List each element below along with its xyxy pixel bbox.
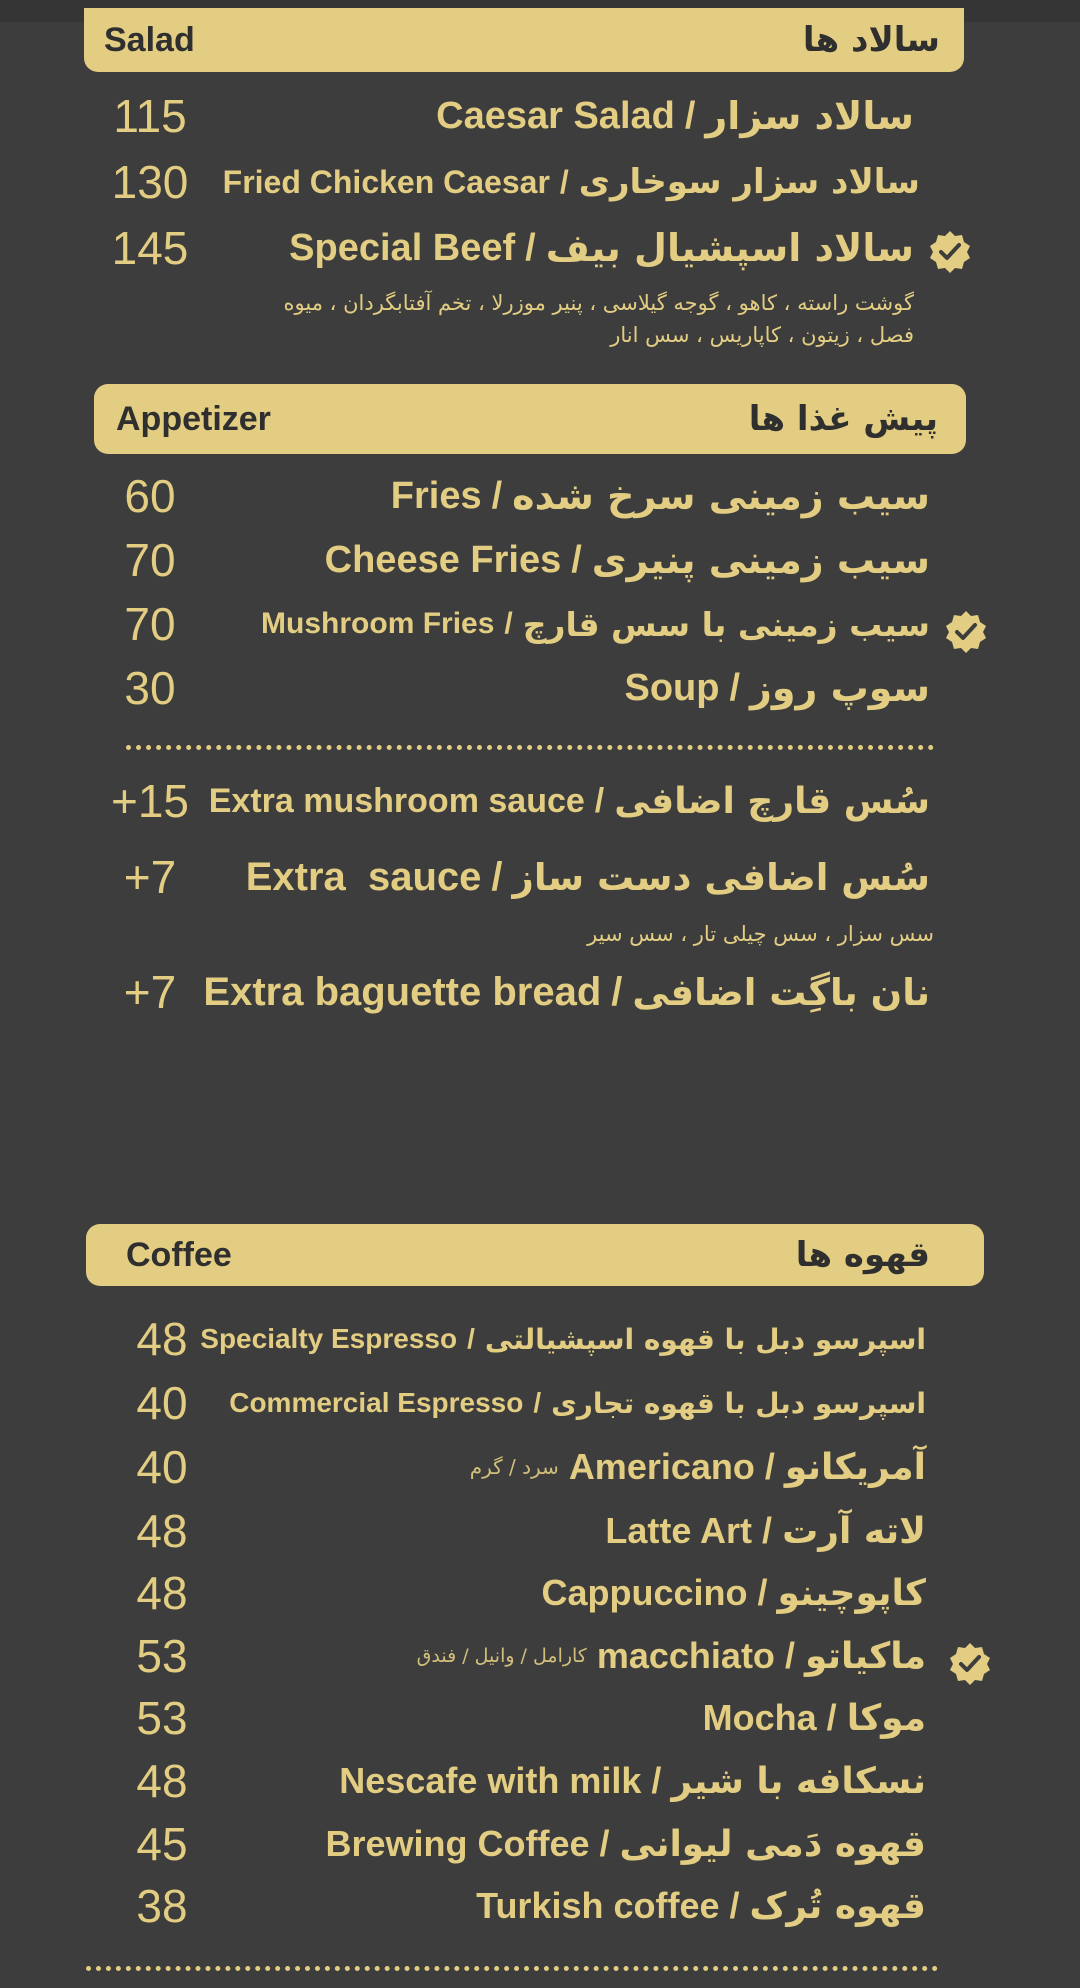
item-name-en: Extra sauce — [245, 854, 482, 899]
item-name-fa: کاپوچینو — [777, 1572, 926, 1614]
item-name — [436, 88, 914, 144]
item-name-en: Fried Chicken Caesar — [222, 163, 550, 200]
item-name-en: Special Beef — [289, 226, 516, 269]
item-name-en: Cheese Fries — [324, 538, 562, 581]
item-price: 40 — [136, 1377, 188, 1429]
item-separator: / — [729, 666, 741, 709]
item-price: +15 — [110, 775, 190, 827]
item-name-en: Brewing Coffee — [325, 1823, 590, 1864]
item-price: 70 — [124, 534, 176, 586]
menu-item — [80, 532, 930, 588]
item-name — [605, 1503, 926, 1559]
item-name-en: Turkish coffee — [476, 1885, 720, 1926]
item-price: 130 — [111, 156, 189, 208]
item-name-en: Mushroom Fries — [261, 607, 495, 640]
item-name-en: Nescafe with milk — [339, 1760, 642, 1801]
item-name-en: Extra baguette bread — [203, 969, 602, 1014]
item-name-fa: سُس اضافی دست ساز — [512, 855, 930, 899]
menu-item — [80, 773, 930, 829]
item-separator: / — [467, 1323, 475, 1354]
item-name-fa: سالاد اسپشیال بیف — [545, 226, 914, 270]
section-title-fa: پیش غذا ها — [748, 399, 938, 439]
menu-item — [80, 220, 920, 276]
item-price: 30 — [124, 662, 176, 714]
item-price: +7 — [123, 851, 177, 903]
item-name-en: Cappuccino — [541, 1572, 748, 1613]
item-name — [325, 1816, 926, 1872]
item-name — [476, 1878, 926, 1934]
item-separator: / — [491, 474, 503, 517]
item-separator: / — [784, 1635, 795, 1676]
item-name-en: Soup — [624, 666, 720, 709]
item-name — [703, 1690, 926, 1746]
item-name-fa: سیب زمینی سرخ شده — [512, 474, 930, 518]
item-price: 53 — [136, 1692, 188, 1744]
section-title-en: Salad — [104, 20, 195, 59]
item-name-fa: آمریکانو — [784, 1446, 926, 1488]
item-name — [246, 849, 930, 905]
menu-item — [92, 1375, 926, 1431]
section-title-en: Coffee — [126, 1235, 232, 1274]
item-price: 145 — [111, 222, 189, 274]
item-name-fa: موکا — [846, 1697, 926, 1739]
item-name — [209, 773, 930, 829]
item-separator: / — [611, 969, 623, 1014]
menu-item — [80, 468, 930, 524]
section-header-coffee — [86, 1224, 984, 1286]
item-name-fa: نسکافه با شیر — [671, 1760, 926, 1802]
item-price: 48 — [136, 1755, 188, 1807]
item-name-fa: قهوه تُرک — [749, 1885, 926, 1927]
item-name-fa: ماکیاتو — [804, 1635, 926, 1677]
item-price: 115 — [113, 90, 187, 142]
item-price: 38 — [136, 1880, 188, 1932]
item-price: 60 — [124, 470, 176, 522]
item-name-fa: اسپرسو دبل با قهوه اسپشیالتی — [484, 1322, 926, 1356]
item-name — [325, 532, 930, 588]
item-separator: / — [599, 1823, 610, 1864]
item-name-fa: سیب زمینی با سس قارچ — [522, 604, 930, 644]
item-name — [261, 596, 930, 652]
item-name — [339, 1753, 926, 1809]
item-name — [223, 154, 920, 210]
item-name — [391, 468, 930, 524]
item-name-fa: سالاد سزار — [705, 94, 914, 138]
item-price: 70 — [124, 598, 176, 650]
item-name-fa: سیب زمینی پنیری — [591, 538, 930, 582]
dotted-divider — [86, 1966, 938, 1971]
verified-badge-icon — [928, 230, 972, 274]
item-name-en: macchiato — [596, 1635, 775, 1676]
menu-item — [80, 660, 930, 716]
item-name — [203, 964, 930, 1020]
item-separator: / — [504, 607, 513, 640]
section-header-salad — [84, 8, 964, 72]
item-name-fa: اسپرسو دبل با قهوه تجاری — [551, 1386, 926, 1420]
dotted-divider — [126, 745, 934, 750]
section-header-appetizer — [94, 384, 966, 454]
item-name-en: Americano — [568, 1446, 755, 1487]
item-name-en: Commercial Espresso — [229, 1387, 524, 1418]
item-name — [417, 1628, 926, 1684]
item-price: 40 — [136, 1441, 188, 1493]
item-name — [470, 1439, 926, 1495]
item-separator: / — [525, 226, 536, 269]
item-separator: / — [764, 1446, 775, 1487]
menu-item — [80, 596, 930, 652]
item-name-en: Extra mushroom sauce — [208, 781, 585, 820]
menu-item — [92, 1503, 926, 1559]
item-name — [229, 1375, 926, 1431]
item-name — [624, 660, 930, 716]
item-separator: / — [757, 1572, 768, 1613]
verified-badge-icon — [948, 1642, 992, 1686]
menu-item — [92, 1816, 926, 1872]
verified-badge-icon — [944, 610, 988, 654]
menu-item — [92, 1878, 926, 1934]
item-separator: / — [559, 163, 569, 200]
menu-item — [80, 964, 930, 1020]
item-name-en: Mocha — [702, 1697, 817, 1738]
item-name-en: Latte Art — [605, 1510, 753, 1551]
item-name-fa: قهوه دَمی لیوانی — [619, 1823, 926, 1865]
item-price: 48 — [136, 1505, 188, 1557]
menu-item — [92, 1311, 926, 1367]
description-line: گوشت راسته ، کاهو ، گوجه گیلاسی ، پنیر موزرلا ، تخم آفتابگردان ، میوه — [283, 291, 914, 315]
menu-item — [92, 1628, 926, 1684]
item-name-fa: لاته آرت — [782, 1510, 926, 1552]
item-name-en: Specialty Espresso — [200, 1323, 458, 1354]
item-separator: / — [684, 94, 696, 137]
item-note: سرد / گرم — [469, 1455, 559, 1479]
item-price: 53 — [136, 1630, 188, 1682]
item-separator: / — [491, 854, 503, 899]
menu-item — [80, 88, 920, 144]
item-name — [200, 1311, 926, 1367]
item-price: +7 — [123, 966, 177, 1018]
section-title-en: Appetizer — [116, 399, 271, 438]
item-name-fa: سوپ روز — [750, 666, 930, 710]
menu-item — [92, 1690, 926, 1746]
section-title-fa: سالاد ها — [802, 20, 940, 60]
menu-item — [80, 849, 930, 905]
item-description: سس سزار ، سس چیلی تار ، سس سیر — [587, 922, 934, 946]
menu-item — [92, 1565, 926, 1621]
item-price: 45 — [136, 1818, 188, 1870]
item-separator: / — [729, 1885, 740, 1926]
item-name-en: Caesar Salad — [436, 94, 675, 137]
item-separator: / — [571, 538, 582, 581]
description-line: فصل ، زیتون ، کاپاریس ، سس انار — [610, 323, 914, 347]
menu-item — [92, 1439, 926, 1495]
item-name — [542, 1565, 926, 1621]
item-note: کارامل / وانیل / فندق — [416, 1645, 587, 1667]
menu-item — [80, 154, 920, 210]
item-separator: / — [762, 1510, 773, 1551]
item-separator: / — [651, 1760, 662, 1801]
item-separator: / — [594, 781, 605, 820]
item-name-en: Fries — [390, 474, 482, 517]
item-name-fa: سُس قارچ اضافی — [614, 780, 930, 822]
item-name — [289, 220, 914, 276]
item-name-fa: سالاد سزار سوخاری — [578, 162, 920, 202]
item-separator: / — [826, 1697, 837, 1738]
section-title-fa: قهوه ها — [795, 1235, 930, 1275]
item-name-fa: نان باگِت اضافی — [632, 970, 930, 1014]
menu-item — [92, 1753, 926, 1809]
item-separator: / — [533, 1387, 542, 1418]
item-description — [190, 287, 914, 351]
item-price: 48 — [136, 1567, 188, 1619]
item-price: 48 — [136, 1313, 188, 1365]
